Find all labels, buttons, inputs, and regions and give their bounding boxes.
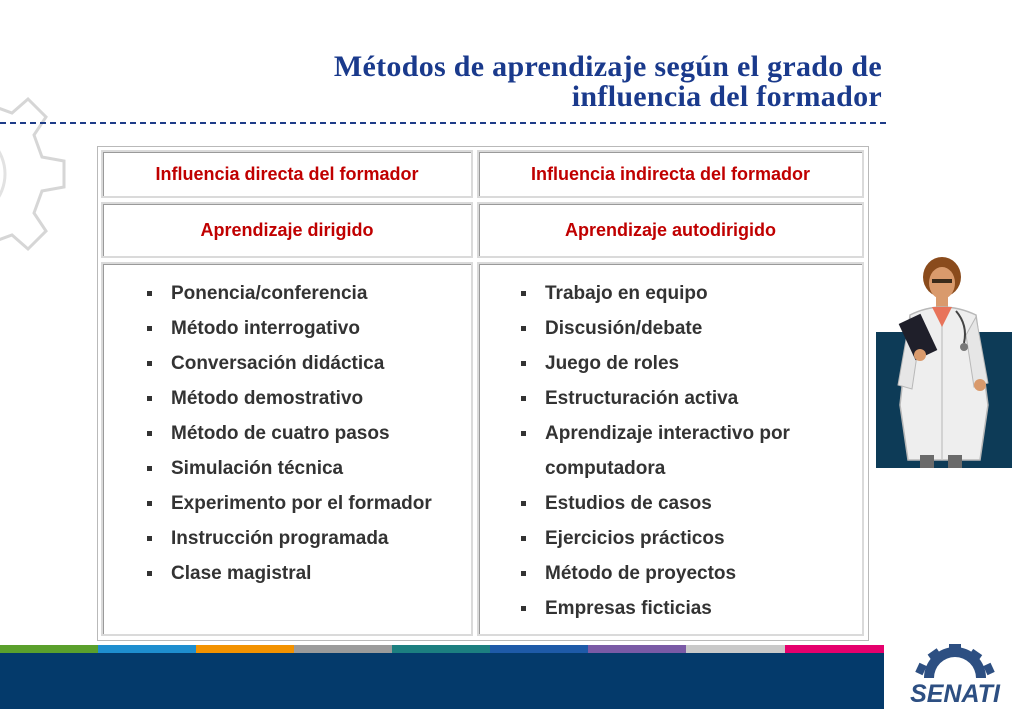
list-item: Estudios de casos [517, 486, 790, 521]
footer-stripe [0, 645, 98, 653]
logo-text: SENATI [910, 680, 1000, 708]
self-directed-methods-cell [477, 262, 864, 636]
list-item: Aprendizaje interactivo por [517, 416, 790, 451]
header-indirect-influence: Influencia indirecta del formador [477, 150, 864, 198]
list-item: Método interrogativo [143, 311, 432, 346]
methods-table [97, 146, 869, 641]
footer-stripe [785, 645, 884, 653]
list-item: Discusión/debate [517, 311, 790, 346]
page-title [122, 52, 882, 112]
directed-methods-cell [101, 262, 473, 636]
footer-stripe [686, 645, 785, 653]
list-item: Conversación didáctica [143, 346, 432, 381]
list-item: Experimento por el formador [143, 486, 432, 521]
list-item: Instrucción programada [143, 521, 432, 556]
footer-stripe [490, 645, 588, 653]
list-item-continuation: computadora [545, 458, 666, 479]
list-item: Estructuración activa [517, 381, 790, 416]
list-item: Clase magistral [143, 556, 432, 591]
title-line-1: Métodos de aprendizaje según el grado de [333, 50, 882, 83]
footer-stripe [98, 645, 196, 653]
list-item: Juego de roles [517, 346, 790, 381]
gear-icon [915, 644, 994, 678]
senati-logo [886, 640, 1024, 709]
footer-stripe [196, 645, 294, 653]
list-item: Ejercicios prácticos [517, 521, 790, 556]
list-item: Simulación técnica [143, 451, 432, 486]
list-item: Método de proyectos [517, 556, 790, 591]
self-directed-methods-list [517, 276, 790, 626]
footer-stripe [392, 645, 490, 653]
subheader-self-directed-learning: Aprendizaje autodirigido [477, 202, 864, 258]
gear-outline-icon [0, 75, 80, 265]
list-item: Método de cuatro pasos [143, 416, 432, 451]
footer-stripe [294, 645, 392, 653]
header-direct-influence: Influencia directa del formador [101, 150, 473, 198]
list-item: Método demostrativo [143, 381, 432, 416]
list-item: Ponencia/conferencia [143, 276, 432, 311]
list-item: Trabajo en equipo [517, 276, 790, 311]
footer-stripe [588, 645, 686, 653]
footer-navy-bar [0, 653, 884, 709]
list-item: Empresas ficticias [517, 591, 790, 626]
directed-methods-list [143, 276, 432, 591]
subheader-directed-learning: Aprendizaje dirigido [101, 202, 473, 258]
doctor-illustration [876, 255, 1012, 470]
title-line-2: influencia del formador [571, 80, 882, 113]
title-divider [0, 122, 886, 124]
